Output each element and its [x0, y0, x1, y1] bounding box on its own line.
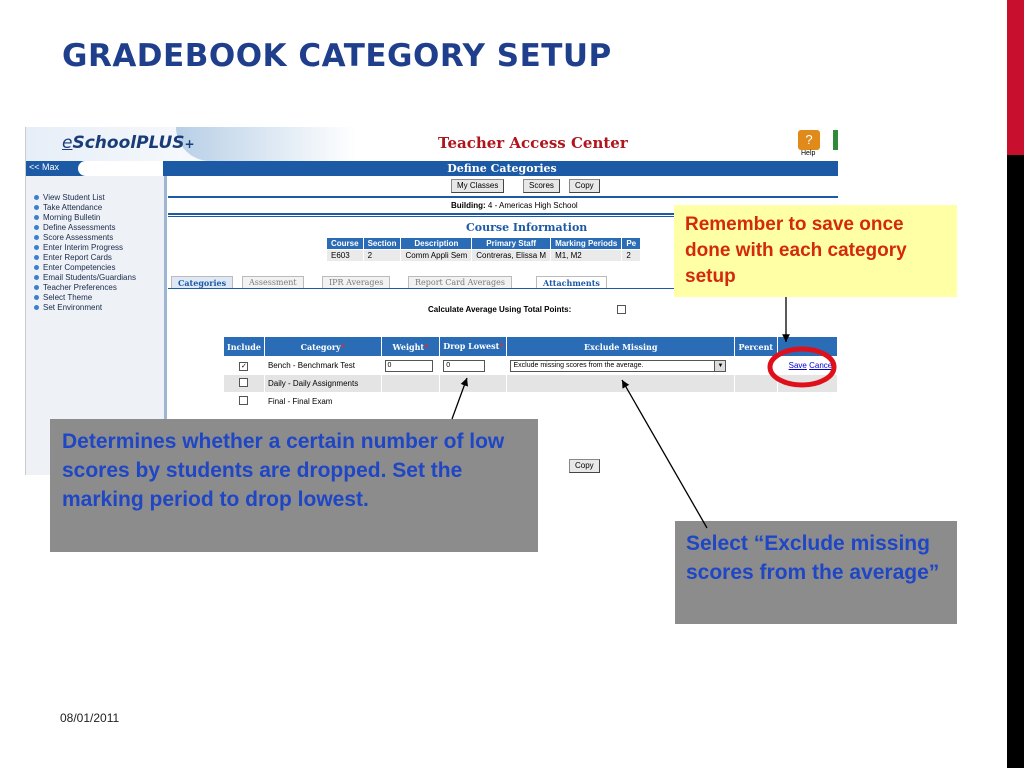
- save-reminder-text: Remember to save once done with each category setup: [685, 214, 907, 287]
- course-value: E603: [327, 250, 364, 262]
- slide-title: GRADEBOOK CATEGORY SETUP: [62, 38, 612, 74]
- categories-table: [223, 336, 838, 411]
- side-accent-red: [1007, 0, 1024, 155]
- exclude-missing-header: Exclude Missing: [507, 337, 735, 357]
- weight-header: Weight*: [381, 337, 440, 357]
- sidebar-item-teacher-preferences[interactable]: Teacher Preferences: [34, 283, 117, 292]
- sidebar-item-select-theme[interactable]: Select Theme: [34, 293, 92, 302]
- header-title: Teacher Access Center: [438, 134, 628, 152]
- periods-header: Pe: [622, 238, 641, 250]
- app-logo: eSchoolPLUS+: [62, 133, 195, 153]
- side-accent-black: [1007, 155, 1024, 768]
- exclude-missing-text: Select “Exclude missing scores from the average”: [686, 532, 940, 584]
- include-checkbox[interactable]: [239, 378, 248, 387]
- tab-report-card-averages[interactable]: Report Card Averages: [408, 276, 512, 289]
- sidebar-item-enter-report-cards[interactable]: Enter Report Cards: [34, 253, 112, 262]
- description-header: Description: [401, 238, 472, 250]
- weight-input[interactable]: 0: [385, 360, 433, 372]
- sidebar-item-set-environment[interactable]: Set Environment: [34, 303, 102, 312]
- bottom-copy-button[interactable]: Copy: [569, 459, 600, 473]
- calc-total-points-checkbox[interactable]: [617, 305, 626, 314]
- sidebar-item-view-student-list[interactable]: View Student List: [34, 193, 105, 202]
- max-toggle[interactable]: << Max: [29, 162, 60, 172]
- sidebar-item-enter-competencies[interactable]: Enter Competencies: [34, 263, 115, 272]
- tab-categories[interactable]: Categories: [171, 276, 233, 289]
- tab-ipr-averages[interactable]: IPR Averages: [322, 276, 390, 289]
- category-name: Final - Final Exam: [264, 393, 381, 411]
- category-name: Daily - Daily Assignments: [264, 375, 381, 393]
- include-checkbox[interactable]: ✓: [241, 362, 247, 370]
- primary-staff-value: Contreras, Elissa M: [472, 250, 551, 262]
- copy-button[interactable]: Copy: [569, 179, 600, 193]
- include-checkbox[interactable]: [239, 396, 248, 405]
- percent-header: Percent: [734, 337, 777, 357]
- chevron-down-icon: ▼: [714, 361, 725, 371]
- help-label[interactable]: Help: [801, 150, 816, 157]
- sidebar-item-email-students[interactable]: Email Students/Guardians: [34, 273, 136, 282]
- course-header: Course: [327, 238, 364, 250]
- app-header: [26, 127, 838, 161]
- calc-total-points-label: Calculate Average Using Total Points:: [428, 305, 572, 314]
- my-classes-button[interactable]: My Classes: [451, 179, 504, 193]
- course-info-table: [326, 237, 641, 262]
- section-value: 2: [363, 250, 401, 262]
- help-icon[interactable]: ?: [798, 130, 820, 150]
- sidebar-item-morning-bulletin[interactable]: Morning Bulletin: [34, 213, 100, 222]
- sidebar-item-take-attendance[interactable]: Take Attendance: [34, 203, 102, 212]
- cancel-link[interactable]: Cancel: [809, 361, 834, 370]
- sidebar-item-define-assessments[interactable]: Define Assessments: [34, 223, 115, 232]
- drop-lowest-input[interactable]: 0: [443, 360, 485, 372]
- section-title: Define Categories: [447, 162, 557, 175]
- marking-periods-value: M1, M2: [551, 250, 622, 262]
- category-name: Bench - Benchmark Test: [264, 357, 381, 375]
- tab-attachments[interactable]: Attachments: [536, 276, 607, 289]
- course-info-title: Course Information: [466, 221, 588, 234]
- description-value: Comm Appli Sem: [401, 250, 472, 262]
- sidebar-item-score-assessments[interactable]: Score Assessments: [34, 233, 113, 242]
- marking-periods-header: Marking Periods: [551, 238, 622, 250]
- table-row: [224, 375, 838, 393]
- home-icon[interactable]: [833, 130, 838, 150]
- building-info: Building: 4 - Americas High School: [451, 201, 578, 210]
- table-row: [224, 357, 838, 375]
- category-header: Category*: [264, 337, 381, 357]
- scores-button[interactable]: Scores: [523, 179, 560, 193]
- drop-lowest-header: Drop Lowest*: [440, 337, 507, 357]
- exclude-missing-select[interactable]: Exclude missing scores from the average. ▼: [510, 360, 726, 372]
- sidebar-item-enter-interim-progress[interactable]: Enter Interim Progress: [34, 243, 123, 252]
- table-row: [224, 393, 838, 411]
- actions-header: [777, 337, 837, 357]
- drop-lowest-text: Determines whether a certain number of low scores by students are dropped. Set the marking period to drop lowest.: [62, 430, 505, 511]
- slide-date: 08/01/2011: [60, 711, 120, 725]
- include-header: Include: [224, 337, 265, 357]
- tab-assessment[interactable]: Assessment: [242, 276, 304, 289]
- primary-staff-header: Primary Staff: [472, 238, 551, 250]
- save-link[interactable]: Save: [788, 361, 807, 370]
- section-header: Section: [363, 238, 401, 250]
- periods-value: 2: [622, 250, 641, 262]
